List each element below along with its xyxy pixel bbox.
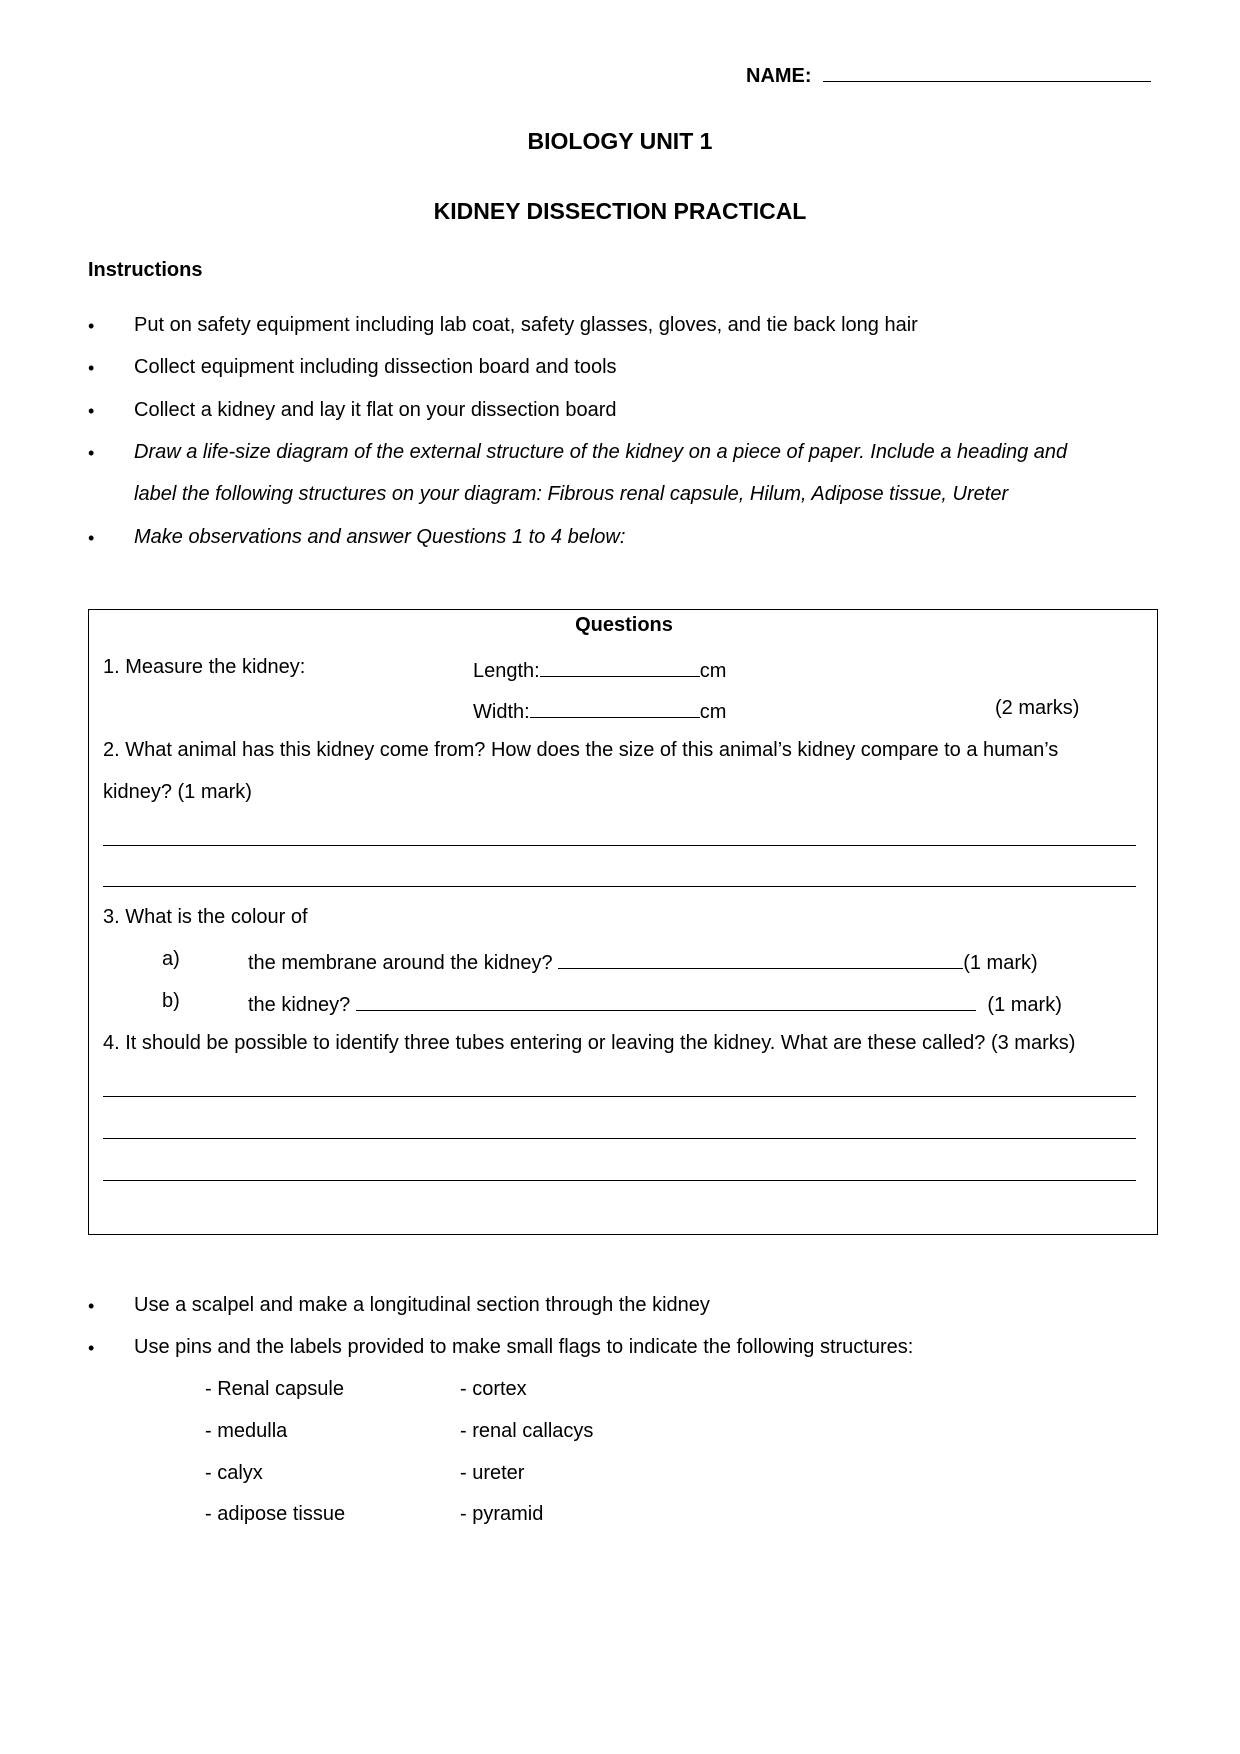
structure-label: - Renal capsule — [205, 1378, 344, 1400]
q4-answer-line[interactable] — [103, 1138, 1136, 1139]
q2-text-line2: kidney? (1 mark) — [103, 781, 252, 803]
bullet-icon: • — [88, 316, 95, 336]
q1-width-row — [473, 697, 726, 724]
q4-answer-line[interactable] — [103, 1096, 1136, 1097]
q3b-text: the kidney? — [248, 994, 351, 1016]
width-label: Width: — [473, 701, 530, 723]
q3b-marks: (1 mark) — [987, 994, 1062, 1016]
q3a-text: the membrane around the kidney? — [248, 952, 553, 974]
procedure-item: Use pins and the labels provided to make small flags to indicate the following structures: — [134, 1336, 914, 1358]
q3b-answer-line[interactable] — [356, 990, 976, 1011]
q3a-row — [248, 948, 1038, 975]
instructions-heading: Instructions — [88, 259, 203, 281]
bullet-icon: • — [88, 1338, 95, 1358]
instruction-item: Make observations and answer Questions 1 to 4 below: — [134, 526, 626, 548]
q3b-row — [248, 990, 1062, 1017]
structure-label: - calyx — [205, 1462, 263, 1484]
q1-length-row — [473, 656, 726, 683]
q3a-answer-line[interactable] — [558, 948, 963, 969]
instruction-item: Draw a life-size diagram of the external structure of the kidney on a piece of paper. Include a heading and — [134, 441, 1068, 463]
name-input-line[interactable] — [823, 61, 1151, 82]
length-input-line[interactable] — [540, 656, 700, 677]
structure-label: - adipose tissue — [205, 1503, 346, 1525]
structure-label: - cortex — [460, 1378, 527, 1400]
q2-answer-line[interactable] — [103, 886, 1136, 887]
questions-heading: Questions — [575, 614, 673, 636]
unit-title: BIOLOGY UNIT 1 — [527, 128, 713, 154]
structure-label: - medulla — [205, 1420, 288, 1442]
structure-label: - ureter — [460, 1462, 525, 1484]
length-unit: cm — [699, 660, 727, 682]
bullet-icon: • — [88, 1296, 95, 1316]
q2-answer-line[interactable] — [103, 845, 1136, 846]
q2-text-line1: 2. What animal has this kidney come from? How does the size of this animal’s kidney compare to a human’s — [103, 739, 1059, 761]
structure-label: - renal callacys — [460, 1420, 594, 1442]
length-label: Length: — [473, 660, 540, 682]
width-input-line[interactable] — [530, 697, 700, 718]
instruction-item: Put on safety equipment including lab coat, safety glasses, gloves, and tie back long hair — [134, 314, 918, 336]
q3a-marks: (1 mark) — [963, 952, 1038, 974]
q3b-letter: b) — [162, 990, 180, 1012]
procedure-item: Use a scalpel and make a longitudinal section through the kidney — [134, 1294, 710, 1316]
q1-label: 1. Measure the kidney: — [103, 656, 306, 678]
bullet-icon: • — [88, 528, 95, 548]
instruction-item: Collect equipment including dissection board and tools — [134, 356, 617, 378]
instruction-item-continued: label the following structures on your diagram: Fibrous renal capsule, Hilum, Adipose tissue, Ureter — [134, 483, 1009, 505]
structure-label: - pyramid — [460, 1503, 544, 1525]
practical-title: KIDNEY DISSECTION PRACTICAL — [433, 198, 807, 224]
q4-answer-line[interactable] — [103, 1180, 1136, 1181]
q1-marks: (2 marks) — [995, 697, 1080, 719]
instruction-item: Collect a kidney and lay it flat on your dissection board — [134, 399, 617, 421]
q3-label: 3. What is the colour of — [103, 906, 308, 928]
q3a-letter: a) — [162, 948, 180, 970]
bullet-icon: • — [88, 401, 95, 421]
bullet-icon: • — [88, 358, 95, 378]
width-unit: cm — [699, 701, 727, 723]
bullet-icon: • — [88, 443, 95, 463]
q4-text: 4. It should be possible to identify three tubes entering or leaving the kidney. What are these called? (3 marks) — [103, 1032, 1076, 1054]
name-label: NAME: — [746, 65, 812, 87]
name-field-row — [746, 61, 1151, 88]
